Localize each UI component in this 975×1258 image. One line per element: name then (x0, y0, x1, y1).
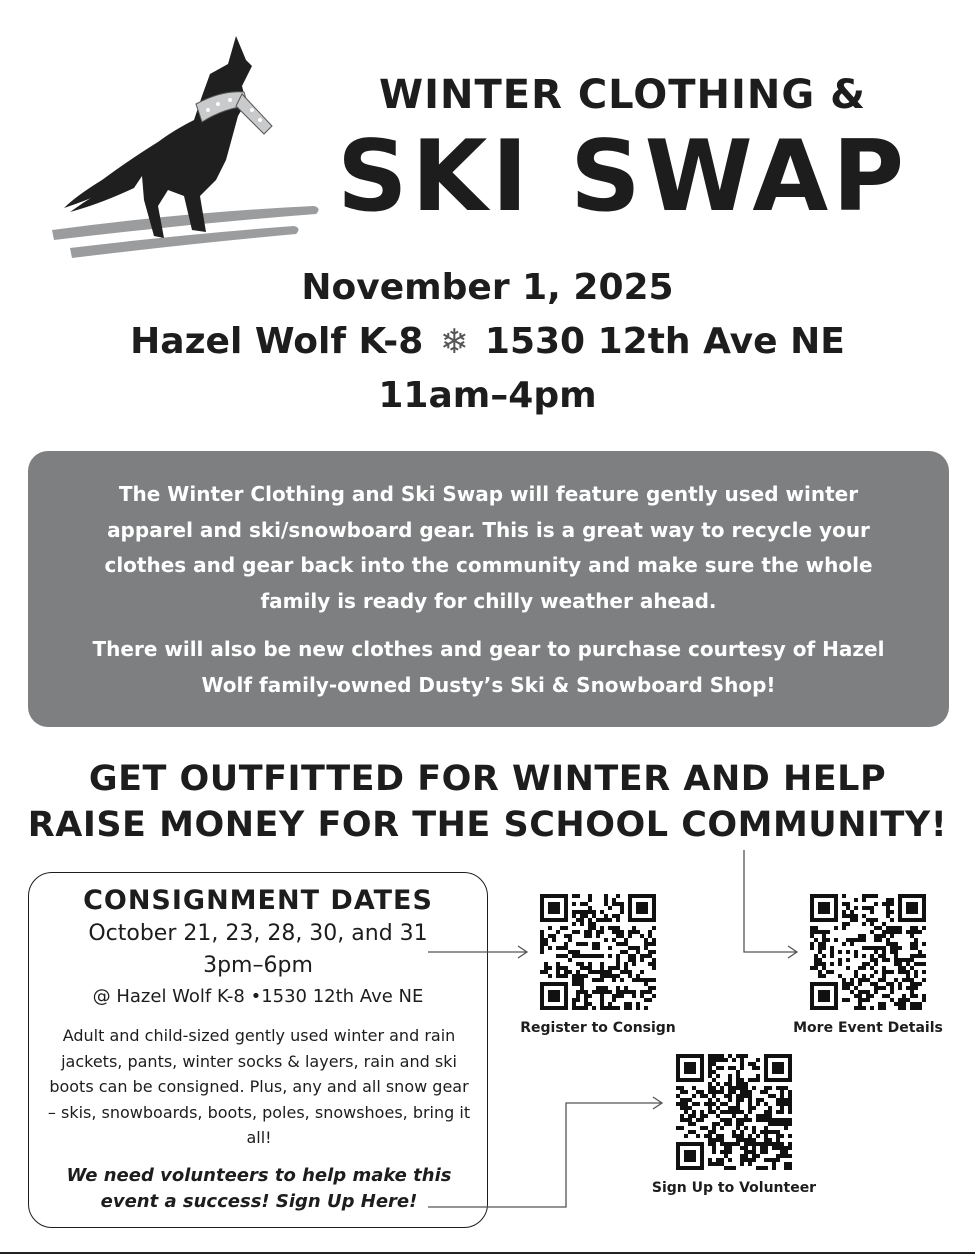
slogan-line-2: RAISE MONEY FOR THE SCHOOL COMMUNITY! (27, 805, 948, 845)
volunteer-call: We need volunteers to help make this event a success! Sign Up Here! (66, 1165, 452, 1212)
wolf-illustration (46, 30, 322, 266)
slogan-line-1: GET OUTFITTED FOR WINTER AND HELP (88, 759, 887, 799)
bottom-rule (0, 1252, 975, 1254)
title-line-1: WINTER CLOTHING & (379, 72, 866, 118)
consignment-dates: October 21, 23, 28, 30, and 31 (88, 921, 428, 946)
event-venue: Hazel Wolf K-8 (130, 321, 424, 362)
slogan (0, 756, 975, 848)
event-address: 1530 12th Ave NE (484, 321, 845, 362)
qr-label-register: Register to Consign (520, 1020, 676, 1036)
qr-label-volunteer: Sign Up to Volunteer (651, 1180, 817, 1196)
consignment-title: CONSIGNMENT DATES (83, 885, 433, 916)
description-paragraph-1: The Winter Clothing and Ski Swap will feature gently used winter apparel and ski/snowboard gear. This is a great way to recycle your clothes and gear back into the community and make sure the whole family is ready for chilly weather ahead. (104, 482, 873, 613)
event-date: November 1, 2025 (301, 267, 674, 308)
qr-code-details[interactable] (810, 894, 926, 1010)
qr-label-details: More Event Details (793, 1020, 943, 1036)
arrow-to-details-qr (744, 850, 797, 958)
consignment-hours: 3pm–6pm (203, 953, 313, 978)
consignment-body: Adult and child-sized gently used winter and rain jackets, pants, winter socks & layers, rain and ski boots can be consigned. Plus, any and all snow gear – skis, snowboards, boots, poles, snowshoes, bring it all! (47, 1026, 471, 1147)
event-venue-line (0, 316, 975, 368)
qr-code-register[interactable] (540, 894, 656, 1010)
qr-code-volunteer[interactable] (676, 1054, 792, 1170)
snowflake-icon: ❄ (439, 322, 469, 362)
description-paragraph-2: There will also be new clothes and gear to purchase courtesy of Hazel Wolf family-owned Dusty’s Ski & Snowboard Shop! (92, 637, 885, 697)
description-box (28, 451, 949, 727)
event-hours: 11am–4pm (378, 375, 597, 416)
consignment-box (28, 872, 488, 1228)
consignment-location: @ Hazel Wolf K-8 •1530 12th Ave NE (92, 986, 424, 1007)
title-line-2: SKI SWAP (336, 120, 909, 234)
